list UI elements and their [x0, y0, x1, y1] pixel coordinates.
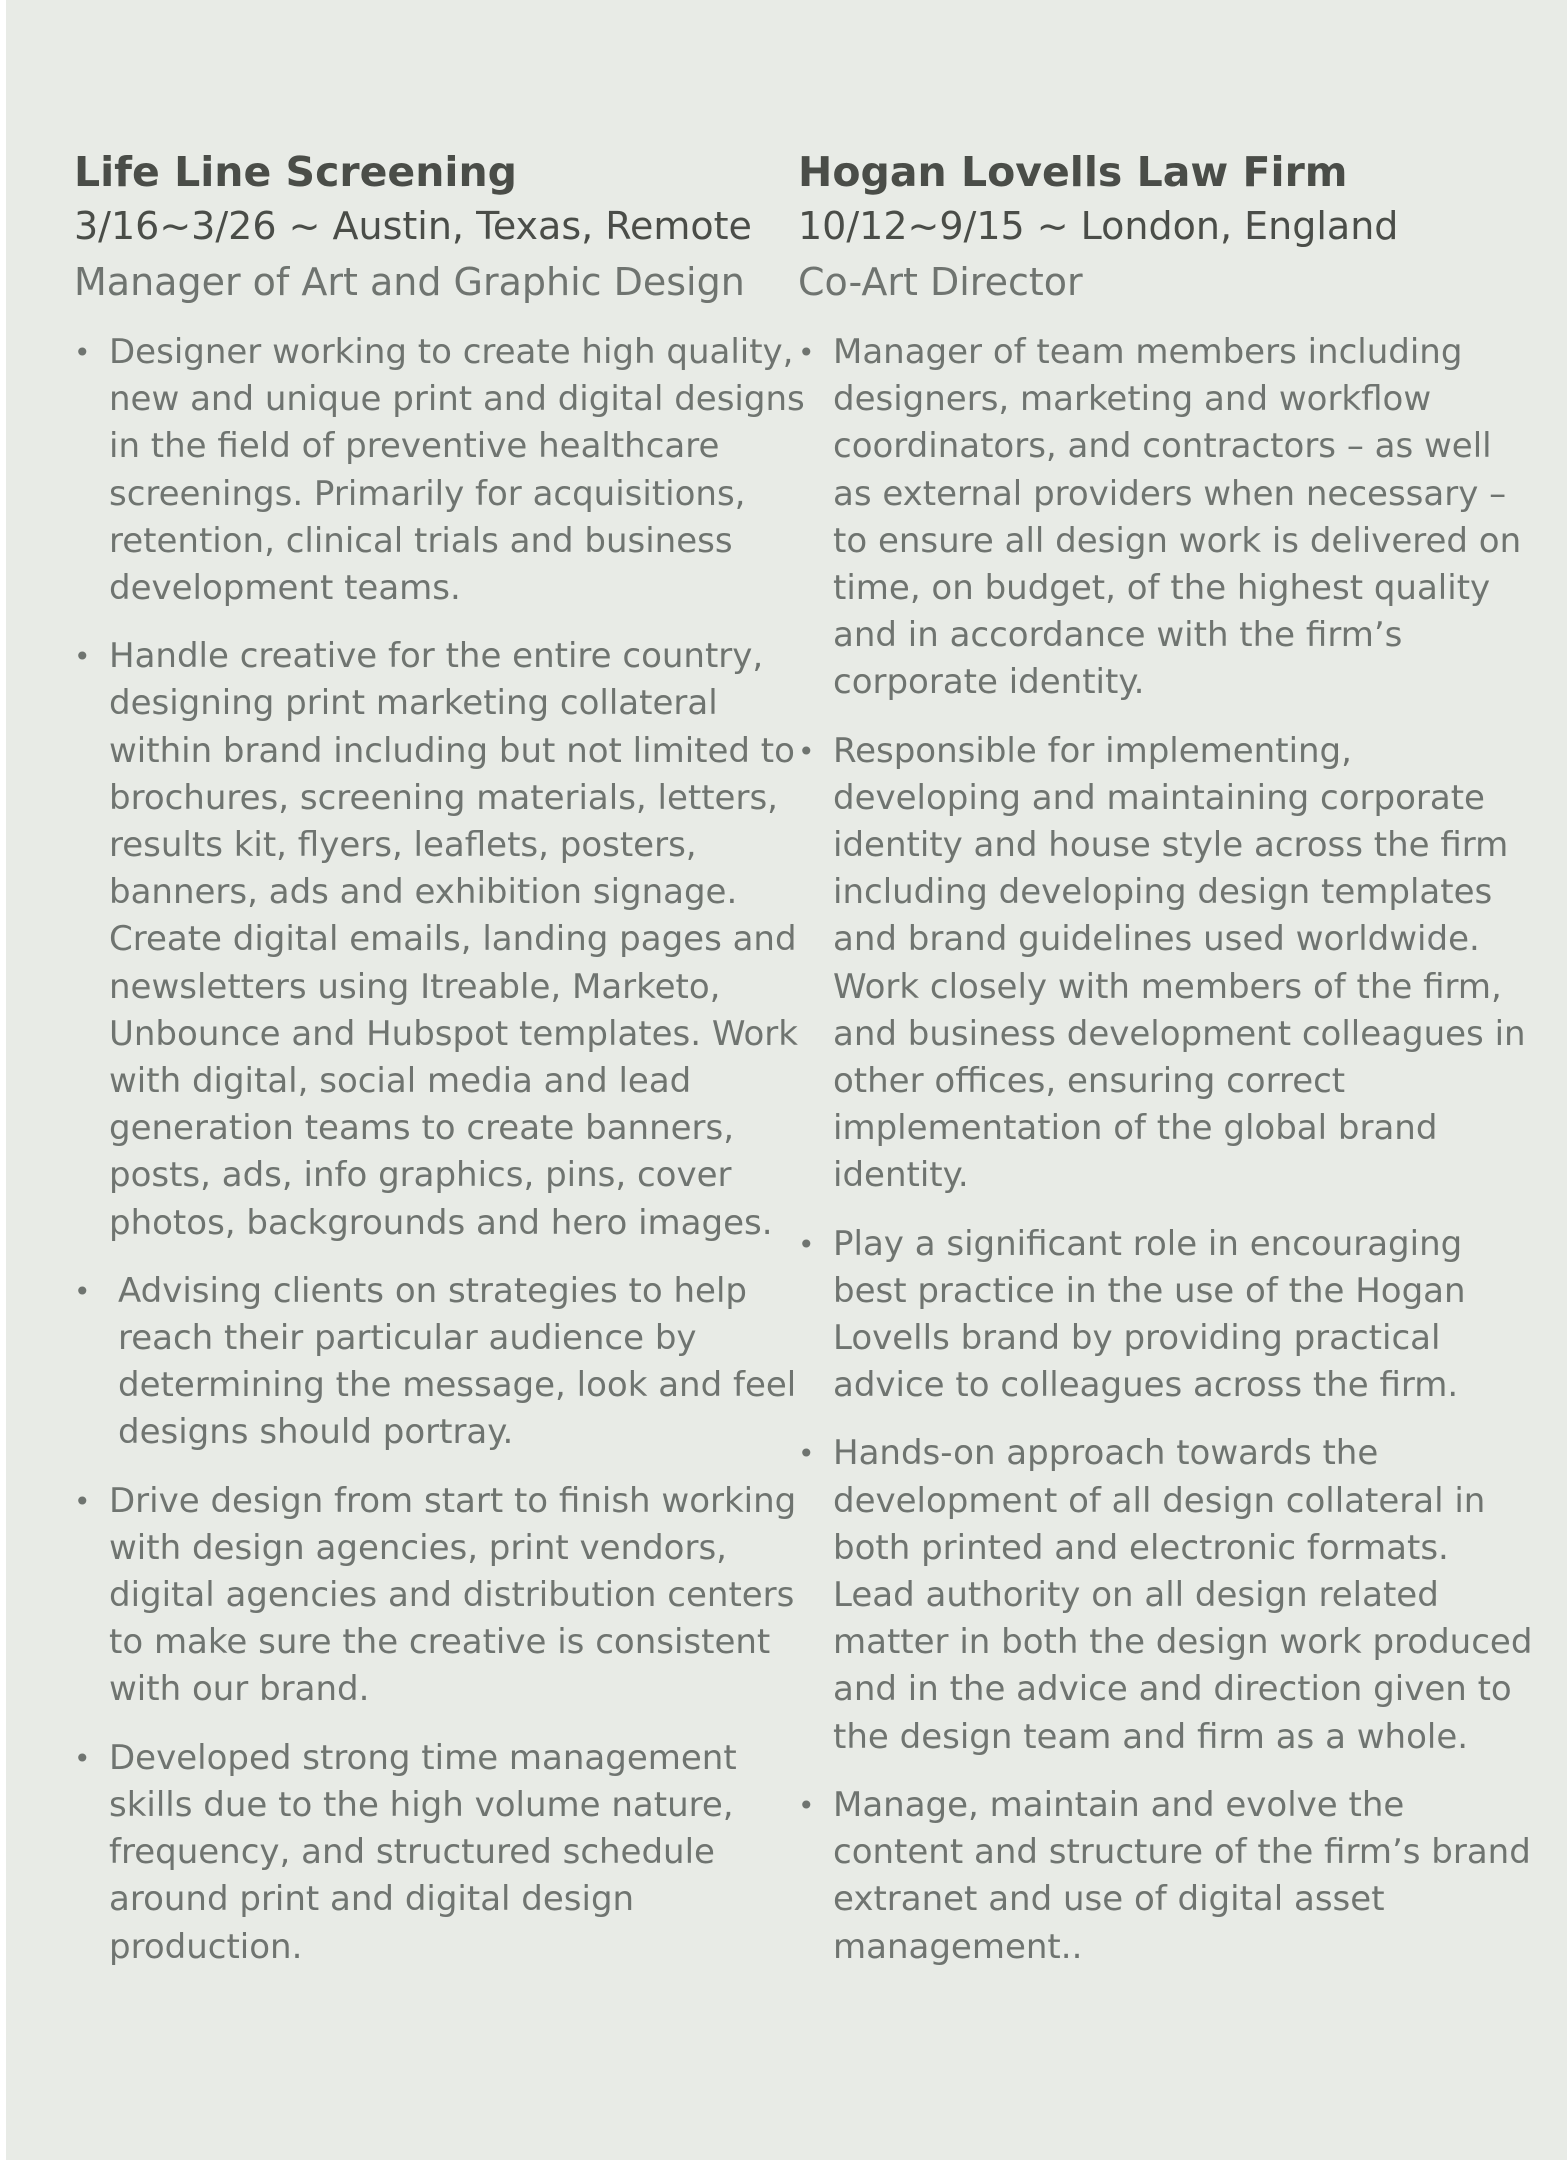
- job-title: Manager of Art and Graphic Design: [74, 260, 745, 304]
- experience-hogan-lovells: [798, 145, 1533, 1992]
- employment-dates-location: 10/12~9/15 ~ London, England: [798, 204, 1399, 248]
- responsibility-item: [74, 329, 809, 612]
- responsibility-item: [798, 329, 1538, 707]
- responsibility-text: Drive design from start to finish working with design agencies, print vendors, digital agencies and distribution centers to make sure the creative is consistent with our brand.: [109, 1480, 797, 1710]
- bullet-icon: •: [798, 1227, 815, 1261]
- responsibility-text: Hands-on approach towards the development of all design collateral in both printed and electronic formats. Lead authority on all design related matter in both the design work produced and in the advice and direction given to the design team and firm as a whole.: [833, 1433, 1533, 1757]
- responsibility-text: Developed strong time management skills due to the high volume nature, frequency, and structured schedule around print and digital design production.: [109, 1737, 737, 1967]
- responsibility-text: Responsible for implementing, developing and maintaining corporate identity and house style across the firm including developing design templates and brand guidelines used worldwide. Work closely with members of the firm, and business development colleagues in other offices, ensuring correct implementation of the global brand identity.: [833, 730, 1526, 1196]
- responsibility-text: Designer working to create high quality, new and unique print and digital designs in the field of preventive healthcare screenings. Primarily for acquisitions, retention, clinical trials and business development teams.: [109, 332, 805, 609]
- employment-dates-location: 3/16~3/26 ~ Austin, Texas, Remote: [74, 204, 752, 248]
- responsibility-item: [74, 1478, 809, 1714]
- bullet-icon: •: [74, 1484, 91, 1518]
- responsibility-text: Manager of team members including designers, marketing and workflow coordinators, and contractors – as well as external providers when necessary – to ensure all design work is delivered on time, on budget, of the highest quality and in accordance with the firm’s corporate identity.: [833, 332, 1522, 703]
- responsibility-text: Handle creative for the entire country, designing print marketing collateral within brand including but not limited to brochures, screening materials, letters, results kit, flyers, leaflets, posters, banners, ads and exhibition signage. Create digital emails, landing pages and newsletters using Itreable, Marketo, Unbounce and Hubspot templates. Work with digital, social media and lead generation teams to create banners, posts, ads, info graphics, pins, cover photos, backgrounds and hero images.: [109, 636, 798, 1243]
- responsibility-item: [74, 1268, 818, 1457]
- resume-page: [6, 0, 1567, 2160]
- responsibility-item: [798, 1782, 1538, 1971]
- bullet-icon: •: [798, 336, 815, 369]
- responsibility-item: [798, 1430, 1538, 1760]
- responsibility-item: [74, 633, 809, 1247]
- bullet-icon: •: [74, 1741, 91, 1775]
- job-title: Co-Art Director: [798, 260, 1083, 304]
- bullet-icon: •: [798, 1788, 815, 1822]
- responsibility-text: Play a significant role in encouraging best practice in the use of the Hogan Lovells brand by providing practical advice to colleagues across the firm.: [833, 1223, 1466, 1406]
- bullet-icon: •: [798, 734, 815, 768]
- bullet-icon: •: [74, 640, 91, 674]
- responsibility-item: [74, 1735, 809, 1971]
- bullet-icon: •: [798, 1437, 815, 1471]
- responsibility-text: Manage, maintain and evolve the content and structure of the firm’s brand extranet and use of digital asset management..: [833, 1784, 1531, 1967]
- responsibility-item: [798, 728, 1538, 1200]
- experience-life-line-screening: [74, 145, 805, 1992]
- responsibilities-list: [798, 329, 1533, 1971]
- responsibility-item: [798, 1221, 1538, 1410]
- bullet-icon: •: [74, 336, 91, 369]
- responsibilities-list: [74, 329, 805, 1971]
- company-name: Life Line Screening: [74, 148, 517, 196]
- bullet-icon: •: [74, 1274, 91, 1308]
- company-name: Hogan Lovells Law Firm: [798, 148, 1348, 196]
- responsibility-text: Advising clients on strategies to help reach their particular audience by determining the message, look and feel designs should portray.: [118, 1270, 797, 1453]
